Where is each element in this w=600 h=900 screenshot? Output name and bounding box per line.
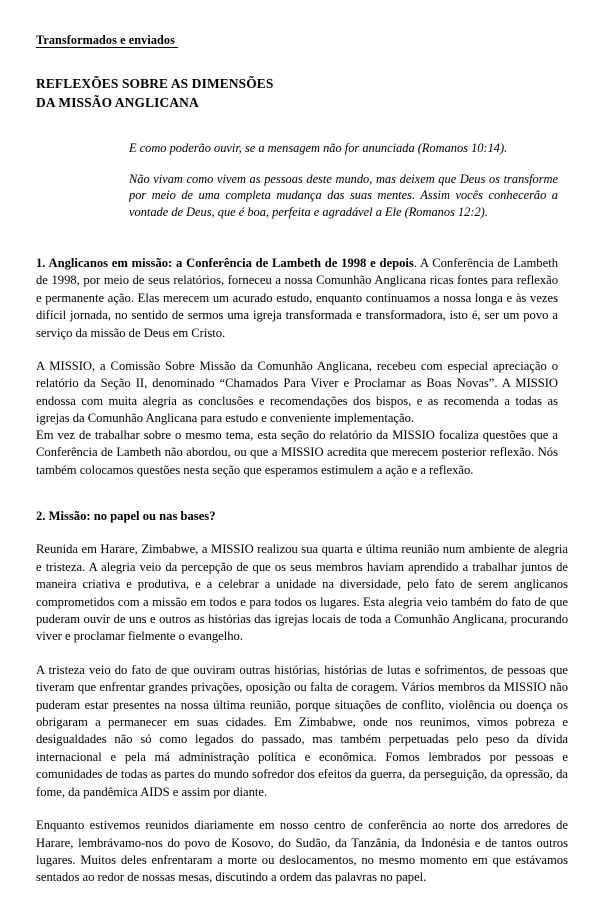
scripture-quote-romans-10-14: E como poderão ouvir, se a mensagem não for anunciada (Romanos 10:14). — [129, 141, 508, 155]
section-2-paragraph-2: A tristeza veio do fato de que ouviram outras histórias, histórias de lutas e sofrimentos, de pessoas que tiveram que enfrentar grandes privações, oposição ou falta de coragem. Vários membros da MISSIO não puderam estar presentes na nossa última reunião, porque situações de conflito, violência ou doença os obrigaram a permanecer em suas cidades. Em Zimbabwe, onde nos reunimos, vimos pobreza e desigualdades não só como legados do passado, mas também perpetuadas pelo peso da dívida internacional e pela má administração política e econômica. Fomos lembrados por pessoas e comunidades de todas as partes do mundo sofredor dos efeitos da guerra, da perseguição, da opressão, da fome, da pandêmica AIDS e assim por diante. — [36, 662, 568, 799]
section-1-paragraph-1 — [36, 255, 558, 342]
document-title-line-2: DA MISSÃO ANGLICANA — [36, 95, 199, 110]
section-2-heading: 2. Missão: no papel ou nas bases? — [36, 509, 216, 523]
scripture-quote-block — [129, 140, 558, 220]
section-1-paragraph-1-body: . A Conferência de Lambeth de 1998, por meio de seus relatórios, forneceu a nossa Comunhão Anglicana ricas fontes para reflexão e permanente ação. Elas merecem um acurado estudo, enquanto continuamos a nossa longa e às vezes difícil jornada, no sentido de sermos uma igreja transformada e transformadora, isto é, ser um povo a serviço da missão de Deus em Cristo. — [36, 256, 558, 340]
document-title — [36, 74, 456, 112]
section-1-paragraph-2: A MISSIO, a Comissão Sobre Missão da Comunhão Anglicana, recebeu com especial apreciação o relatório da Seção II, denominado “Chamados Para Viver e Proclamar as Boas Novas”. A MISSIO endossa com muita alegria as conclusões e recomendações dos bispos, e as recomenda a todas as igrejas da Comunhão Anglicana para estudo e conveniente implementação. — [36, 359, 558, 426]
running-head: Transformados e enviados — [36, 33, 179, 47]
section-2-paragraph-1: Reunida em Harare, Zimbabwe, a MISSIO realizou sua quarta e última reunião num ambiente de alegria e tristeza. A alegria veio da percepção de que os seus membros haviam aprendido a trabalhar juntos de maneira criativa e produtiva, e a celebrar a unidade na diversidade, pelo fato de serem anglicanos comprometidos com a missão em todos e para todos os lugares. Esta alegria veio também do fato de que puderam ouvir de uns e outros as histórias das igrejas locais de toda a Comunhão Anglicana, procurando viver e proclamar fielmente o evangelho. — [36, 542, 568, 644]
section-2-paragraph-3: Enquanto estivemos reunidos diariamente em nosso centro de conferência ao norte dos arredores de Harare, lembrávamo-nos do povo de Kosovo, do Sudão, da Tanzânia, da Indonésia e de tantos outros lugares. Muitos deles enfrentaram a morte ou deslocamentos, no mesmo momento em que estávamos sentados ao redor de nossas mesas, discutindo a ordem das palavras no papel. — [36, 818, 568, 885]
scripture-quote-romans-12-2: Não vivam como vivem as pessoas deste mundo, mas deixem que Deus os transforme por meio de uma completa mudança das suas mentes. Assim vocês conhecerão a vontade de Deus, que é boa, perfeita e agradável a Ele (Romanos 12:2). — [129, 171, 558, 219]
section-1-block — [36, 255, 558, 428]
section-1-heading-inline: 1. Anglicanos em missão: a Conferência de Lambeth de 1998 e depois — [36, 256, 414, 270]
section-2-block — [36, 508, 568, 887]
document-title-line-1: REFLEXÕES SOBRE AS DIMENSÕES — [36, 76, 274, 91]
section-1-paragraph-3-block — [36, 427, 558, 479]
section-1-paragraph-3: Em vez de trabalhar sobre o mesmo tema, esta seção do relatório da MISSIO focaliza questões que a Conferência de Lambeth não abordou, ou que a MISSIO acredita que merecem posterior reflexão. Nós também colocamos questões nesta seção que esperamos estimulem a ação e a reflexão. — [36, 428, 558, 477]
